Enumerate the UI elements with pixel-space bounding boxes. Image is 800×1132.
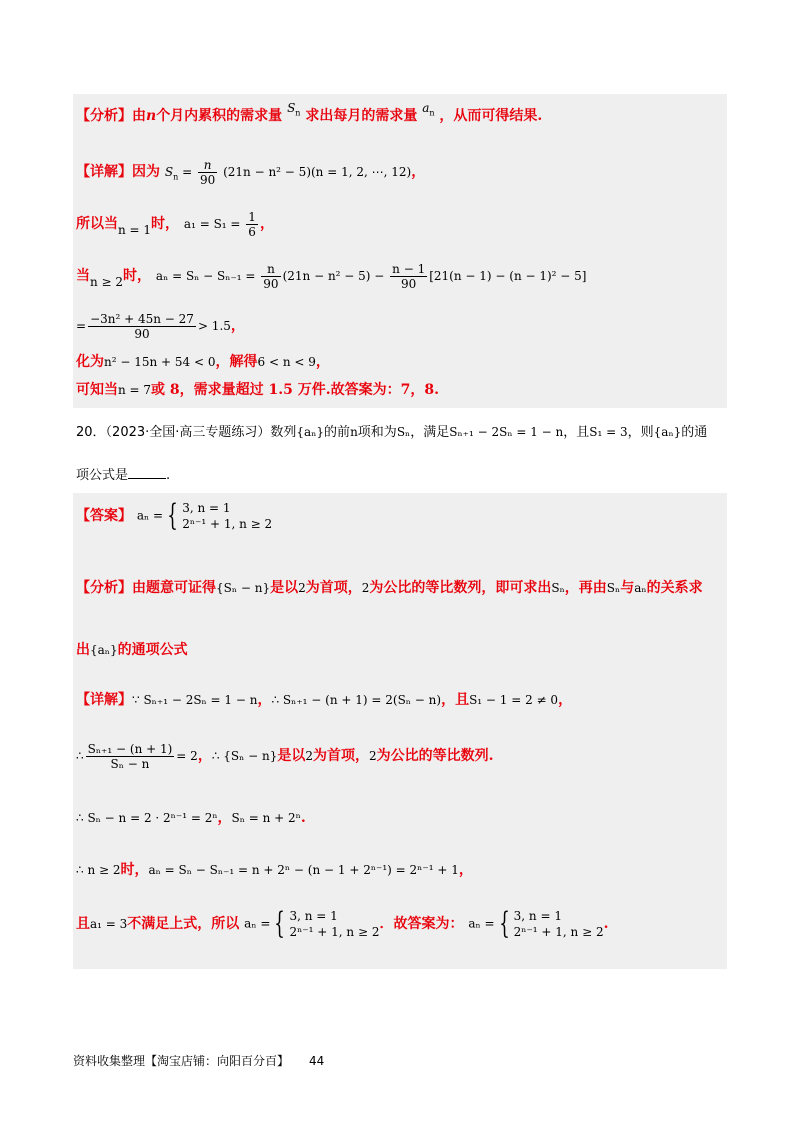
answer-line-q20 — [76, 500, 730, 532]
detail-line-q20-4: ∴ n ≥ 2时，aₙ = Sₙ − Sₙ₋₁ = n + 2ⁿ − (n − 1 + 2ⁿ⁻¹) = 2ⁿ⁻¹ + 1， — [76, 862, 473, 878]
analysis-line-q20-2: 出{aₙ}的通项公式 — [76, 642, 188, 658]
detail-line-q19-1: 【详解】因为 $S_n$ = $\frac{n}{90}$ (21n − n² − 5)(n = 1, 2, ⋯, 12)， — [76, 158, 426, 187]
fraction: $\frac{n - 1}{90}$ — [392, 262, 426, 291]
question-20-line-2: 项公式是 . — [76, 468, 171, 483]
detail-line-q20-5: 且a₁ = 3不满足上式，所以 aₙ = { 3, n = 1 2ⁿ⁻¹ + 1, n ≥ 2 ．故答案为： aₙ = { 3, n = 1 2ⁿ⁻¹ + 1, n ≥ 2 . — [76, 906, 609, 941]
detail-line-q19-5: 化为n² − 15n + 54 < 0，解得6 < n < 9， — [76, 354, 330, 370]
page-footer — [73, 1052, 324, 1069]
detail-line-q19-2: 所以当n = 1时， a₁ = S₁ = $\frac{1}{6}$ ， — [76, 210, 274, 239]
piecewise-result: aₙ = { 3, n = 1 2ⁿ⁻¹ + 1, n ≥ 2 — [244, 906, 380, 941]
detail-line-q19-3: 当n ≥ 2时， aₙ = Sₙ − Sₙ₋₁ = $\frac{n}{90}$ (21n − n² − 5) − $\frac{n - 1}{90}$ [21(n − 1) − (n − 1)² − 5] — [76, 262, 587, 291]
piecewise-answer: aₙ = { 3, n = 1 2ⁿ⁻¹ + 1, n ≥ 2 — [136, 498, 273, 533]
piecewise-final-answer: aₙ = { 3, n = 1 2ⁿ⁻¹ + 1, n ≥ 2 — [468, 906, 604, 941]
question-20: 20．（2023·全国·高三专题练习）数列{aₙ}的前n项和为Sₙ，满足Sₙ₊₁ − 2Sₙ = 1 − n，且S₁ = 3，则{aₙ}的通 — [76, 425, 708, 440]
detail-line-q20-1: 【详解】∵ Sₙ₊₁ − 2Sₙ = 1 − n，∴ Sₙ₊₁ − (n + 1) = 2(Sₙ − n)，且S₁ − 1 = 2 ≠ 0， — [76, 692, 573, 708]
detail-tag: 【详解】 — [76, 692, 132, 708]
fraction: $\frac{\text{−3n² + 45n − 27}}{90}$ — [90, 312, 194, 341]
fraction: $\frac{\text{Sₙ₊₁ − (n + 1)}}{\text{Sₙ − n}}$ — [87, 742, 173, 771]
fraction: $\frac{n}{90}$ — [199, 158, 216, 187]
detail-line-q20-3: ∴ Sₙ − n = 2 · 2ⁿ⁻¹ = 2ⁿ，Sₙ = n + 2ⁿ. — [76, 810, 306, 826]
analysis-tag: 【分析】 — [76, 580, 132, 596]
analysis-tag: 【分析】 — [76, 108, 132, 124]
solution-panel-q20 — [73, 493, 727, 969]
fraction: $\frac{1}{6}$ — [248, 210, 256, 239]
answer-blank — [128, 466, 166, 479]
detail-line-q20-2: ∴ $\frac{\text{Sₙ₊₁ − (n + 1)}}{\text{Sₙ − n}}$ = 2，∴ {Sₙ − n}是以2为首项，2为公比的等比数列. — [76, 742, 494, 771]
page-number: 44 — [309, 1054, 325, 1068]
fraction: $\frac{n}{90}$ — [263, 262, 279, 291]
detail-line-q19-4: = $\frac{\text{−3n² + 45n − 27}}{90}$ > 1.5， — [76, 312, 245, 341]
detail-tag: 【详解】 — [76, 164, 132, 180]
analysis-line-q19: 【分析】由n个月内累积的需求量 $S_n$ 求出每月的需求量 $a_n$ ，从而可得结果. — [76, 101, 543, 124]
answer-tag: 【答案】 — [76, 508, 132, 524]
footer-text: 资料收集整理【淘宝店铺：向阳百分百】 — [73, 1054, 290, 1068]
detail-line-q19-6: 可知当n = 7或 8，需求量超过 1.5 万件.故答案为：7，8. — [76, 382, 439, 398]
analysis-line-q20: 【分析】由题意可证得{Sₙ − n}是以2为首项，2为公比的等比数列，即可求出Sₙ，再由Sₙ与aₙ的关系求 — [76, 580, 703, 596]
